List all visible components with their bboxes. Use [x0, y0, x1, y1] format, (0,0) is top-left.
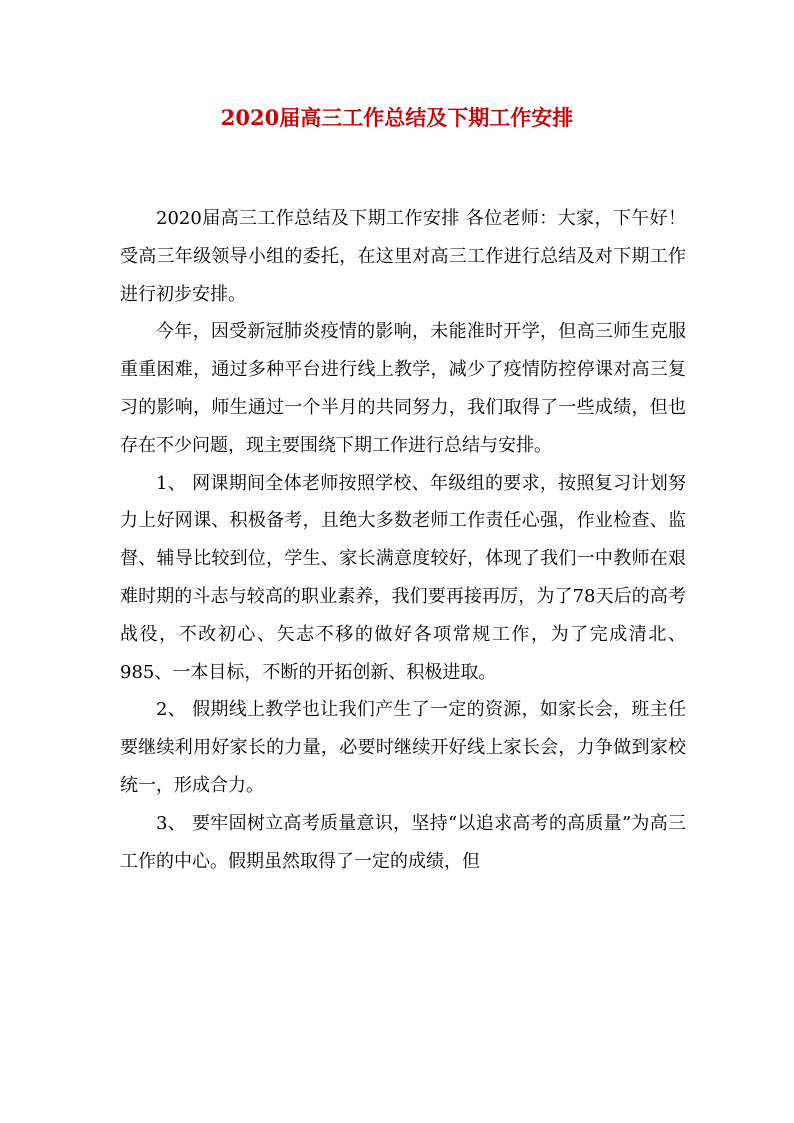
- paragraph-item-1: 1、 网课期间全体老师按照学校、年级组的要求，按照复习计划努力上好网课、积极备考，且绝大多数老师工作责任心强，作业检查、监督、辅导比较到位，学生、家长满意度较好，体现了我们一中教师在艰难时期的斗志与较高的职业素养，我们要再接再厉，为了78天后的高考战役，不改初心、矢志不移的做好各项常规工作，为了完成清北、985、一本目标，不断的开拓创新、积极进取。: [120, 472, 686, 683]
- paragraph-item-2: 2、 假期线上教学也让我们产生了一定的资源，如家长会，班主任要继续利用好家长的力量，必要时继续开好线上家长会，力争做到家校统一，形成合力。: [120, 699, 686, 796]
- paragraph-item-3: 3、 要牢固树立高考质量意识，坚持“以追求高考的高质量”为高三工作的中心。假期虽然取得了一定的成绩，但: [120, 812, 686, 872]
- document-body: [120, 200, 686, 880]
- paragraph-background: 今年，因受新冠肺炎疫情的影响，未能准时开学，但高三师生克服重重困难，通过多种平台进行线上教学，减少了疫情防控停课对高三复习的影响，师生通过一个半月的共同努力，我们取得了一些成绩，但也存在不少问题，现主要围绕下期工作进行总结与安排。: [120, 321, 686, 456]
- document-title: 2020届高三工作总结及下期工作安排: [220, 105, 574, 130]
- paragraph-intro: 2020届高三工作总结及下期工作安排 各位老师：大家，下午好！受高三年级领导小组的委托，在这里对高三工作进行总结及对下期工作进行初步安排。: [120, 208, 686, 305]
